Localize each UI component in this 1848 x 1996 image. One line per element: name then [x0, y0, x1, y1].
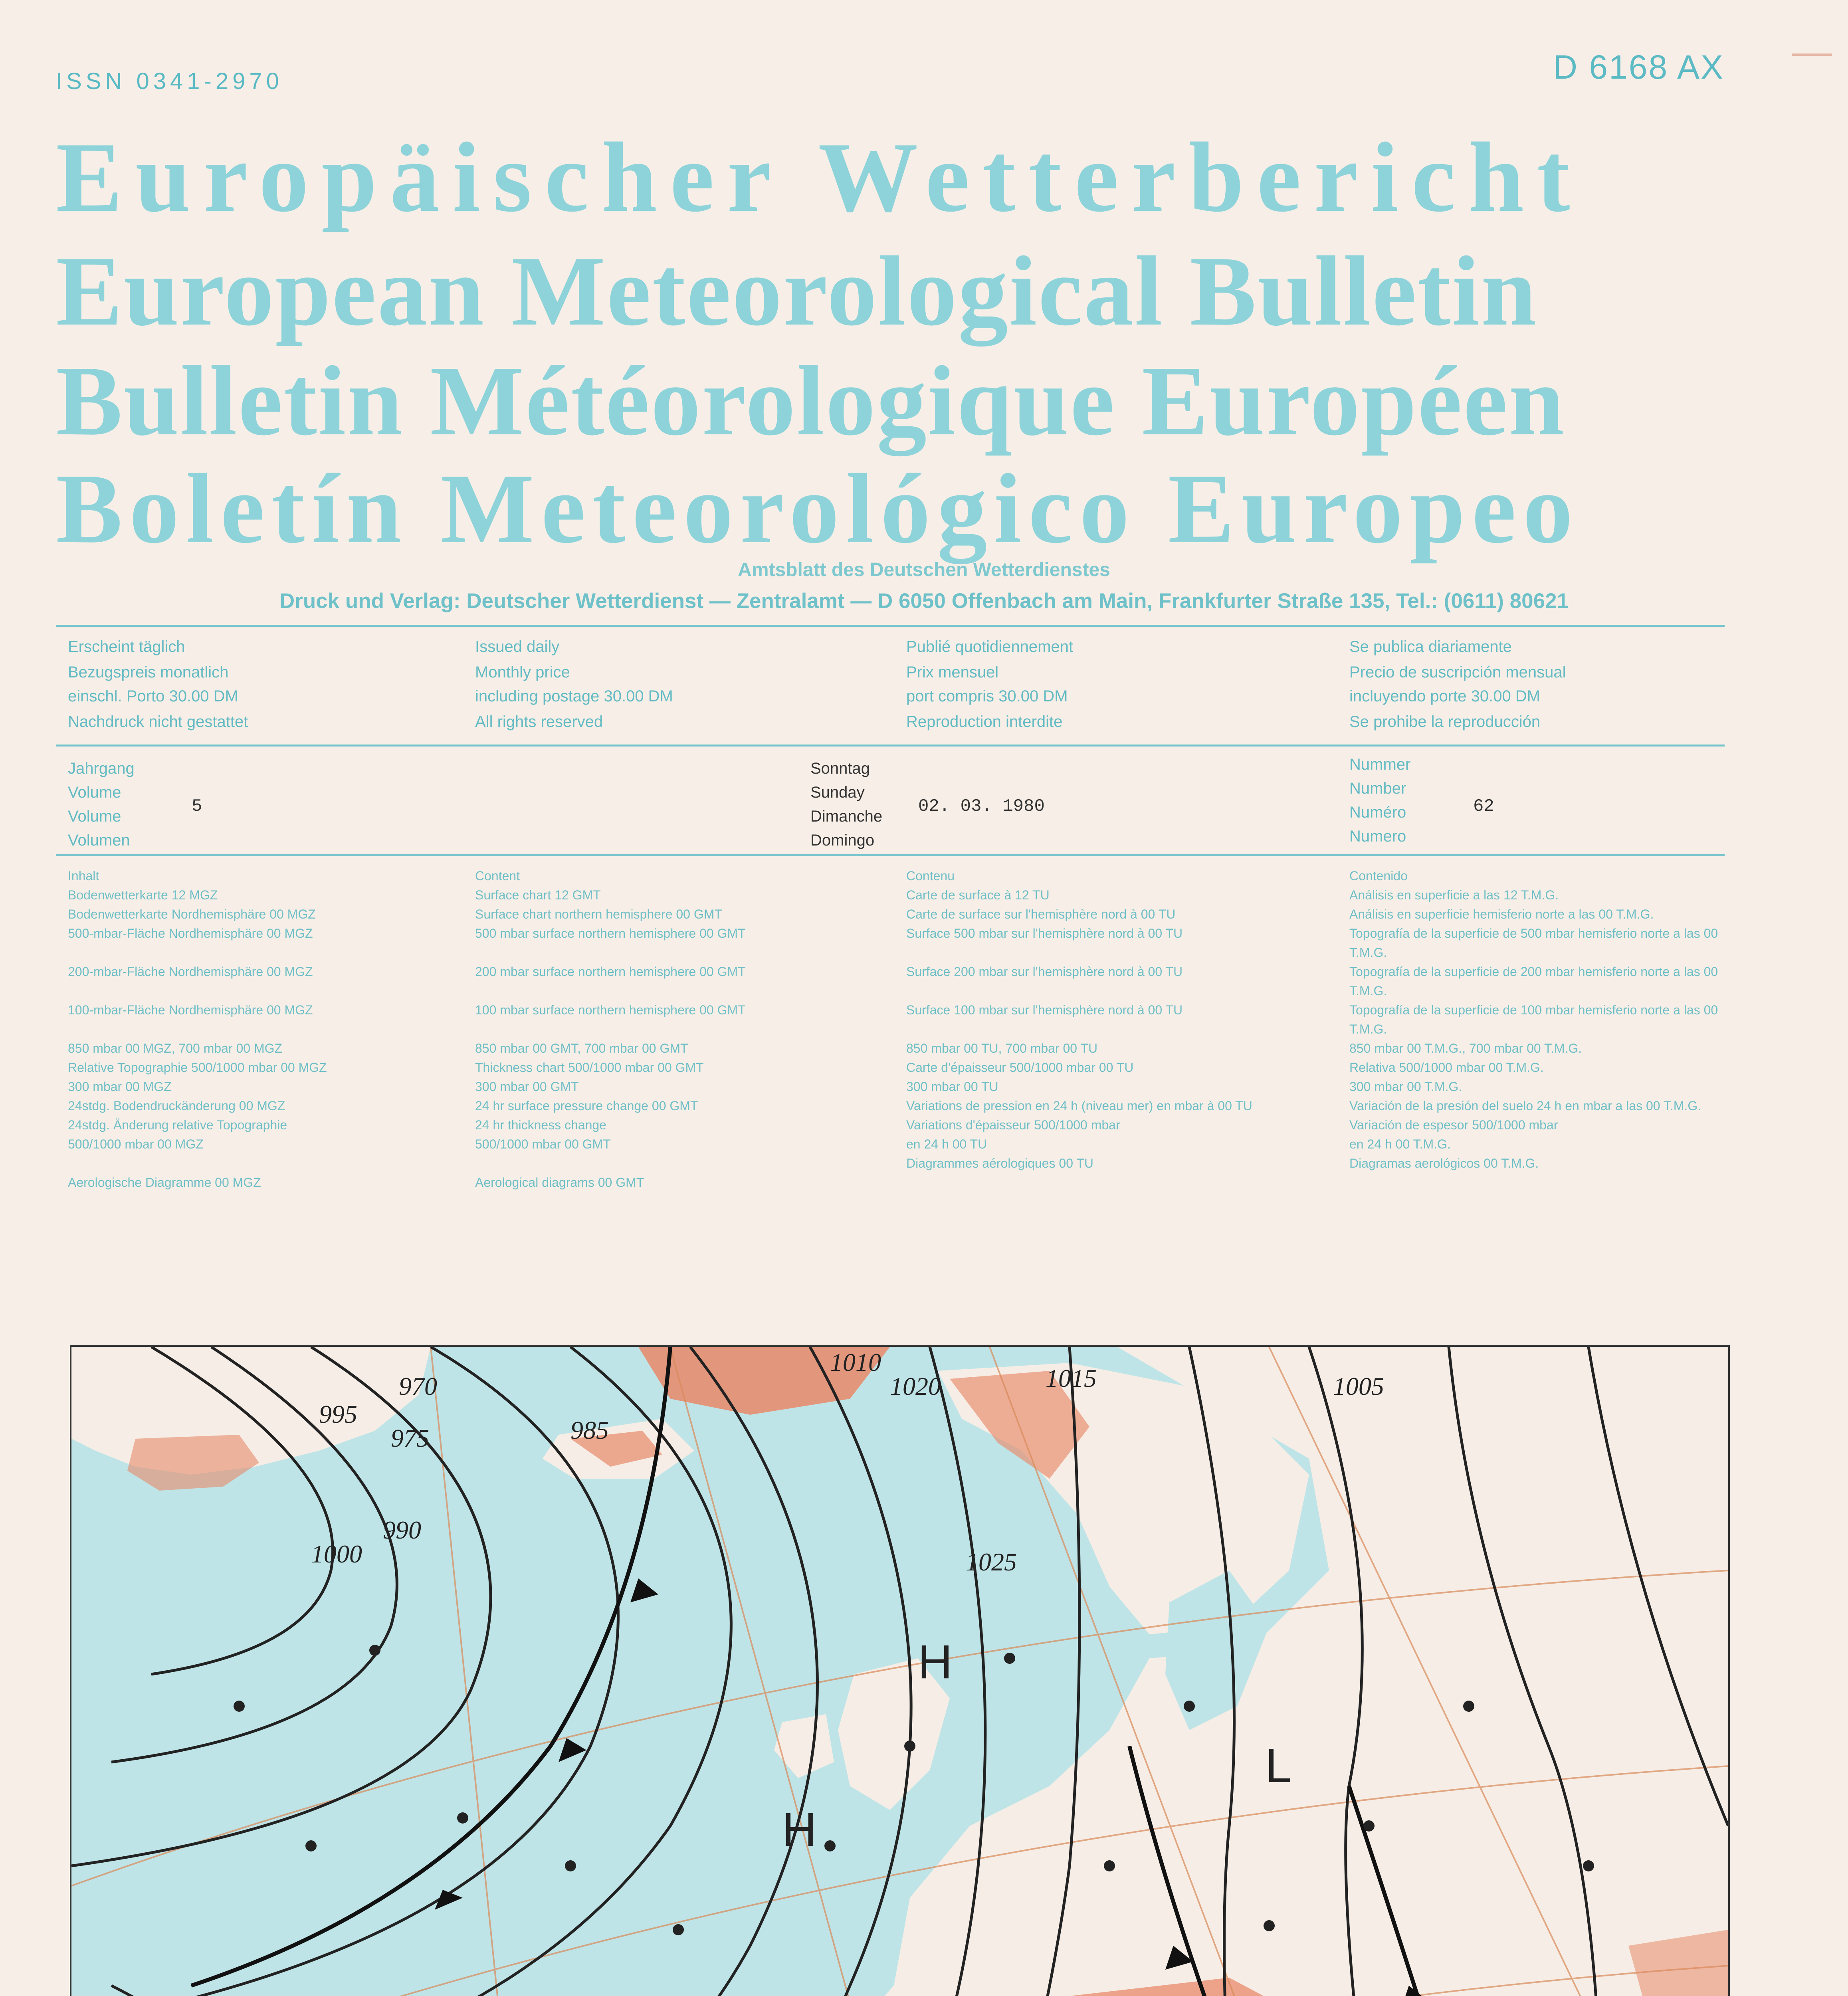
map-svg — [71, 1347, 1728, 1996]
contents-item: Análisis en superficie hemisferio norte a las 00 T.M.G. — [1349, 907, 1654, 921]
issn-number: ISSN 0341-2970 — [56, 68, 283, 94]
contents-item: 24stdg. Änderung relative Topographie — [68, 1118, 287, 1132]
info-line: Reproduction interdite — [906, 713, 1063, 731]
contents-item: Thickness chart 500/1000 mbar 00 GMT — [475, 1060, 704, 1075]
contents-item: 300 mbar 00 MGZ — [68, 1079, 172, 1094]
volume-label: Volume — [68, 808, 121, 825]
title-french: Bulletin Météorologique Européen — [56, 346, 1566, 456]
isobar-label: 970 — [399, 1372, 437, 1400]
info-english — [475, 635, 673, 734]
contents-item: Surface 100 mbar sur l'hemisphère nord à 00 TU — [906, 1003, 1183, 1017]
title-german: Europäischer Wetterbericht — [56, 122, 1583, 233]
weekday-label: Sunday — [810, 784, 865, 801]
contents-item: Relativa 500/1000 mbar 00 T.M.G. — [1349, 1060, 1544, 1075]
contents-item: Diagrammes aérologiques 00 TU — [906, 1156, 1093, 1170]
contents-item: Análisis en superficie a las 12 T.M.G. — [1349, 888, 1559, 902]
contents-item: en 24 h 00 TU — [906, 1137, 987, 1151]
contents-item: Topografía de la superficie de 100 mbar hemisferio norte a las 00 T.M.G. — [1349, 1003, 1718, 1036]
info-line: including postage 30.00 DM — [475, 687, 673, 705]
contents-heading: Contenu — [906, 869, 955, 883]
info-line: Precio de suscripción mensual — [1349, 663, 1566, 681]
isobar-label: 1025 — [966, 1548, 1017, 1576]
info-line: Se prohibe la reproducción — [1349, 713, 1541, 731]
number-label: Nummer — [1349, 756, 1411, 773]
info-line: Publié quotidiennement — [906, 638, 1074, 655]
divider — [56, 854, 1725, 856]
volume-label: Volumen — [68, 832, 130, 849]
contents-spanish — [1349, 866, 1725, 1173]
contents-item: 500/1000 mbar 00 MGZ — [68, 1137, 204, 1151]
divider — [56, 625, 1725, 627]
info-line: Prix mensuel — [906, 663, 999, 681]
info-line: Nachdruck nicht gestattet — [68, 713, 248, 731]
contents-item: Aerological diagrams 00 GMT — [475, 1175, 644, 1190]
contents-item: 24 hr surface pressure change 00 GMT — [475, 1099, 698, 1113]
contents-item: Variación de la presión del suelo 24 h en mbar a las 00 T.M.G. — [1349, 1099, 1701, 1113]
contents-french — [906, 866, 1337, 1173]
contents-item: Relative Topographie 500/1000 mbar 00 MGZ — [68, 1060, 327, 1075]
publication-code: D 6168 AX — [1553, 48, 1724, 86]
weekday-label: Sonntag — [810, 760, 870, 777]
isobar-label: 1000 — [311, 1540, 362, 1568]
isobar-label: 995 — [319, 1400, 357, 1428]
contents-item: Bodenwetterkarte 12 MGZ — [68, 888, 218, 902]
info-line: incluyendo porte 30.00 DM — [1349, 687, 1541, 705]
contents-item: 300 mbar 00 T.M.G. — [1349, 1079, 1462, 1094]
info-line: einschl. Porto 30.00 DM — [68, 687, 238, 705]
info-line: All rights reserved — [475, 713, 603, 731]
contents-item: Variations de pression en 24 h (niveau mer) en mbar à 00 TU — [906, 1099, 1252, 1113]
contents-item: Bodenwetterkarte Nordhemisphäre 00 MGZ — [68, 907, 316, 921]
contents-item: 24 hr thickness change — [475, 1118, 607, 1132]
issue-number: 62 — [1473, 796, 1494, 816]
contents-item: Surface chart northern hemisphere 00 GMT — [475, 907, 722, 921]
contents-item: Topografía de la superficie de 500 mbar hemisferio norte a las 00 T.M.G. — [1349, 926, 1718, 960]
high-pressure-center: H — [782, 1803, 817, 1856]
contents-item: Aerologische Diagramme 00 MGZ — [68, 1175, 261, 1190]
isobar-label: 1005 — [1333, 1372, 1384, 1400]
weekday-labels — [810, 756, 882, 852]
contents-item: 500/1000 mbar 00 GMT — [475, 1137, 611, 1151]
contents-item: Carte de surface à 12 TU — [906, 888, 1050, 902]
info-line: Se publica diariamente — [1349, 638, 1512, 655]
contents-item: Surface chart 12 GMT — [475, 888, 601, 902]
isobar-label: 1015 — [1046, 1364, 1097, 1392]
info-french — [906, 635, 1073, 734]
contents-item: Surface 200 mbar sur l'hemisphère nord à 00 TU — [906, 964, 1183, 979]
low-pressure-center: L — [1265, 1739, 1292, 1792]
high-pressure-center: H — [918, 1635, 953, 1689]
contents-item: 850 mbar 00 T.M.G., 700 mbar 00 T.M.G. — [1349, 1041, 1582, 1055]
issue-date: 02. 03. 1980 — [918, 796, 1045, 816]
contents-item: 500-mbar-Fläche Nordhemisphäre 00 MGZ — [68, 926, 313, 941]
volume-label: Jahrgang — [68, 760, 135, 777]
info-line: Bezugspreis monatlich — [68, 663, 229, 681]
publisher-line: Druck und Verlag: Deutscher Wetterdienst — Zentralamt — D 6050 Offenbach am Main, Frankfurter Straße 135, Tel.: (0611) 80621 — [279, 589, 1569, 613]
contents-item: Topografía de la superficie de 200 mbar hemisferio norte a las 00 T.M.G. — [1349, 964, 1718, 998]
title-spanish: Boletín Meteorológico Europeo — [56, 453, 1580, 564]
volume-labels — [68, 756, 135, 852]
contents-item: Variations d'épaisseur 500/1000 mbar — [906, 1118, 1120, 1132]
contents-item: 200 mbar surface northern hemisphere 00 GMT — [475, 964, 746, 979]
number-label: Numéro — [1349, 804, 1406, 821]
contents-item: Surface 500 mbar sur l'hemisphère nord à 00 TU — [906, 926, 1183, 941]
contents-item: Carte d'épaisseur 500/1000 mbar 00 TU — [906, 1060, 1134, 1075]
contents-item: Variación de espesor 500/1000 mbar — [1349, 1118, 1558, 1132]
contents-item: Carte de surface sur l'hemisphère nord à 00 TU — [906, 907, 1176, 921]
contents-heading: Content — [475, 869, 520, 883]
number-labels — [1349, 752, 1410, 848]
info-german — [68, 635, 248, 734]
contents-item: 24stdg. Bodendruckänderung 00 MGZ — [68, 1099, 285, 1113]
contents-item: 850 mbar 00 TU, 700 mbar 00 TU — [906, 1041, 1098, 1055]
isobar-label: 975 — [391, 1424, 429, 1452]
info-line: Monthly price — [475, 663, 570, 681]
contents-item: 850 mbar 00 GMT, 700 mbar 00 GMT — [475, 1041, 688, 1055]
isobar-label: 1020 — [890, 1372, 941, 1400]
isobar-label: 990 — [383, 1516, 421, 1544]
surface-chart-map — [70, 1345, 1730, 1996]
contents-heading: Inhalt — [68, 869, 99, 883]
contents-item: Diagramas aerológicos 00 T.M.G. — [1349, 1156, 1539, 1170]
title-english: European Meteorological Bulletin — [56, 236, 1538, 347]
contents-item: 200-mbar-Fläche Nordhemisphäre 00 MGZ — [68, 964, 313, 979]
number-label: Number — [1349, 780, 1406, 797]
number-label: Numero — [1349, 828, 1406, 845]
contents-item: 850 mbar 00 MGZ, 700 mbar 00 MGZ — [68, 1041, 283, 1055]
isobar-label: 985 — [570, 1416, 609, 1444]
weekday-label: Domingo — [810, 832, 875, 849]
contents-item: 100-mbar-Fläche Nordhemisphäre 00 MGZ — [68, 1003, 313, 1017]
contents-item: 300 mbar 00 GMT — [475, 1079, 579, 1094]
contents-item: 500 mbar surface northern hemisphere 00 GMT — [475, 926, 746, 941]
contents-item: 100 mbar surface northern hemisphere 00 GMT — [475, 1003, 746, 1017]
weekday-label: Dimanche — [810, 808, 883, 825]
contents-item: 300 mbar 00 TU — [906, 1079, 998, 1094]
official-gazette-line: Amtsblatt des Deutschen Wetterdienstes — [738, 559, 1110, 580]
divider — [56, 745, 1725, 747]
info-line: Issued daily — [475, 638, 560, 655]
isobar-label: 1010 — [830, 1348, 881, 1376]
contents-heading: Contenido — [1349, 869, 1408, 883]
contents-item: en 24 h 00 T.M.G. — [1349, 1137, 1451, 1151]
info-line: Erscheint täglich — [68, 638, 185, 655]
volume-value: 5 — [192, 796, 202, 816]
info-spanish — [1349, 635, 1566, 734]
volume-label: Volume — [68, 784, 121, 801]
contents-german — [68, 866, 459, 1192]
info-line: port compris 30.00 DM — [906, 687, 1068, 705]
contents-english — [475, 866, 894, 1192]
corner-mark — [1792, 53, 1832, 56]
